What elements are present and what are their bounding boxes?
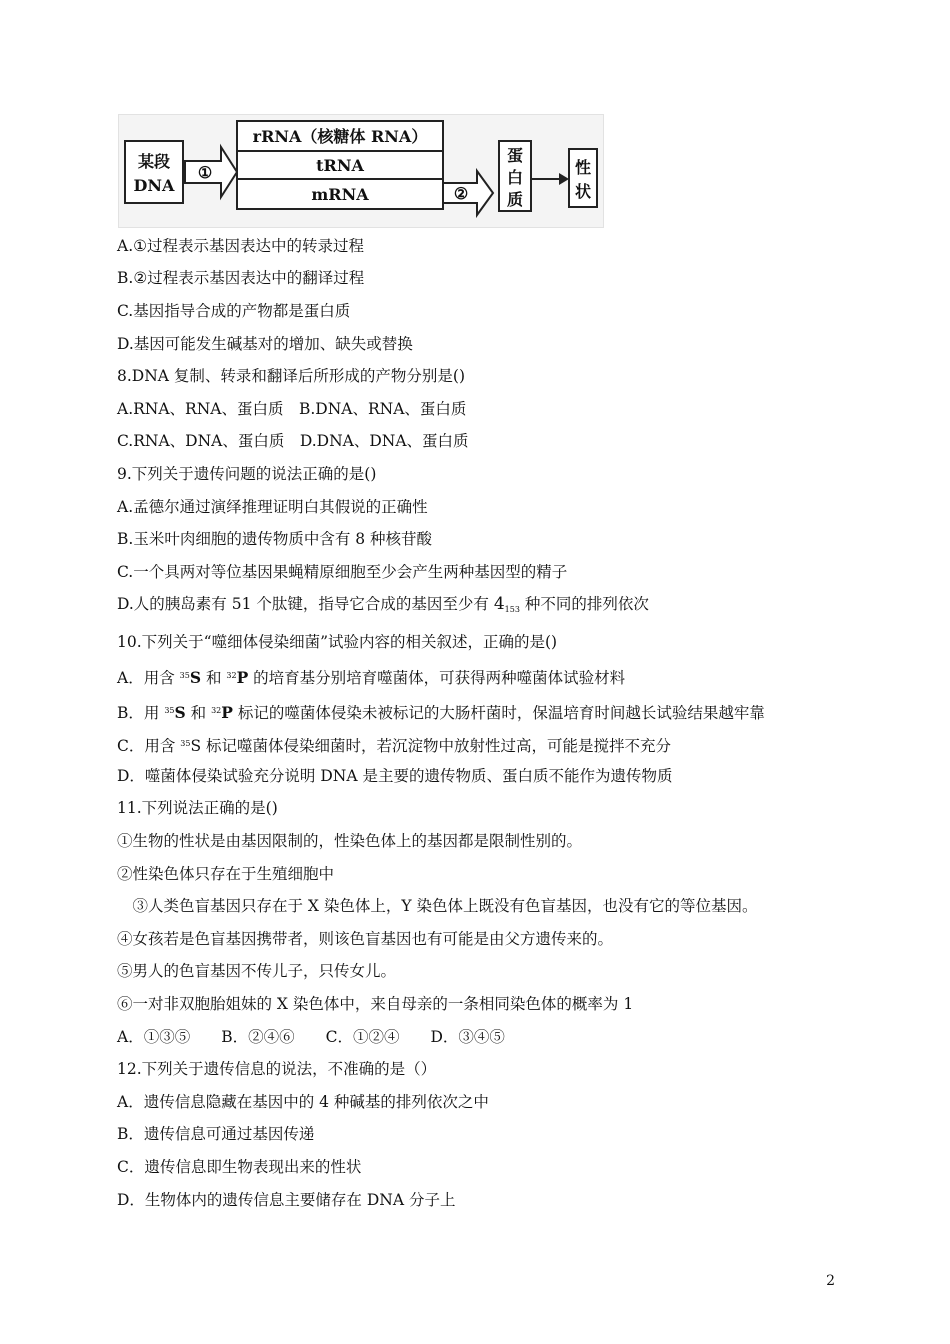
step-2-label: ② [453,184,469,203]
trait-char-1: 性 [574,158,592,177]
line-9d [117,594,649,620]
line-7a: A.①过程表示基因表达中的转录过程 [117,237,365,255]
line-9d-base: 4 [493,594,505,614]
line-9a: A.孟德尔通过演绎推理证明白其假说的正确性 [117,498,428,516]
dna-box-line2: DNA [133,176,175,195]
line-10c-sup1: 35 [180,739,191,748]
line-9d-text: D.人的胰岛素有 51 个肽键，指导它合成的基因至少有 [117,595,494,613]
question-9: 9.下列关于遗传问题的说法正确的是() [117,465,377,483]
line-10a-rest: 的培育基分别培育噬菌体，可获得两种噬菌体试验材料 [248,669,626,687]
line-12d: D．生物体内的遗传信息主要储存在 DNA 分子上 [117,1191,456,1209]
line-10a-s: S [189,668,202,687]
question-10: 10.下列关于“噬细体侵染细菌”试验内容的相关叙述，正确的是() [117,633,558,651]
line-8ab: A.RNA、RNA、蛋白质 B.DNA、RNA、蛋白质 [117,400,467,418]
rrna-label: rRNA（核糖体 RNA） [252,127,428,146]
line-10b-sup1: 35 [164,706,175,715]
line-10b-p: P [221,703,233,722]
line-12a: A．遗传信息隐藏在基因中的 4 种碱基的排列依次之中 [117,1093,489,1111]
line-11-options: A．①③⑤ B．②④⑥ C．①②④ D．③④⑤ [117,1028,505,1046]
line-7b: B.②过程表示基因表达中的翻译过程 [117,269,365,287]
statement-1: ①生物的性状是由基因限制的，性染色体上的基因都是限制性别的。 [117,832,583,850]
protein-char-1: 蛋 [506,146,524,165]
statement-2: ②性染色体只存在于生殖细胞中 [117,865,335,883]
line-10b-sup2: 32 [211,706,222,715]
mrna-label: mRNA [311,185,369,204]
question-11: 11.下列说法正确的是() [117,799,278,817]
question-12: 12.下列关于遗传信息的说法，不准确的是（） [117,1060,437,1078]
diagram-svg [119,115,603,227]
trna-label: tRNA [316,156,364,175]
line-10a-mid: 和 [201,669,227,687]
line-10c-lead: C．用含 [117,737,181,755]
line-10b-rest: 标记的噬菌体侵染未被标记的大肠杆菌时，保温培育时间越长试验结果越牢靠 [232,704,765,722]
dna-box-line1: 某段 [137,152,171,171]
line-7c: C.基因指导合成的产物都是蛋白质 [117,302,351,320]
line-9d-rest: 种不同的排列依次 [519,595,649,613]
line-10c-rest: S 标记噬菌体侵染细菌时，若沉淀物中放射性过高，可能是搅拌不充分 [190,737,672,755]
line-10d: D．噬菌体侵染试验充分说明 DNA 是主要的遗传物质、蛋白质不能作为遗传物质 [117,767,673,785]
line-10c [117,734,671,756]
statement-5: ⑤男人的色盲基因不传儿子，只传女儿。 [117,962,397,980]
statement-4: ④女孩若是色盲基因携带者，则该色盲基因也有可能是由父方遗传来的。 [117,930,614,948]
line-10a-sup2: 32 [226,671,237,680]
protein-char-3: 质 [506,190,524,209]
line-8cd: C.RNA、DNA、蛋白质 D.DNA、DNA、蛋白质 [117,432,469,450]
page-number: 2 [826,1273,835,1289]
gene-expression-diagram [118,114,604,228]
protein-char-2: 白 [506,168,524,187]
question-8: 8.DNA 复制、转录和翻译后所形成的产物分别是() [117,367,465,385]
trait-char-2: 状 [574,182,592,201]
statement-6: ⑥一对非双胞胎姐妹的 X 染色体中，来自母亲的一条相同染色体的概率为 1 [117,995,634,1013]
line-10a [117,666,625,688]
line-9d-sub: 153 [504,605,520,614]
line-10b [117,701,765,723]
step-1-label: ① [197,163,213,182]
line-10a-lead: A．用含 [117,669,180,687]
line-7d: D.基因可能发生碱基对的增加、缺失或替换 [117,335,413,353]
line-12c: C．遗传信息即生物表现出来的性状 [117,1158,362,1176]
arrow-3-icon [559,173,569,185]
line-9b: B.玉米叶肉细胞的遗传物质中含有 8 种核苷酸 [117,530,433,548]
line-9c: C.一个具两对等位基因果蝇精原细胞至少会产生两种基因型的精子 [117,563,568,581]
line-10b-lead: B．用 [117,704,165,722]
line-12b: B．遗传信息可通过基因传递 [117,1125,315,1143]
statement-3: ③人类色盲基因只存在于 X 染色体上，Y 染色体上既没有色盲基因，也没有它的等位基因。 [117,897,758,915]
line-10a-sup1: 35 [179,671,190,680]
line-10b-mid: 和 [185,704,212,722]
line-10a-p: P [236,668,249,687]
line-10b-s: S [174,703,186,722]
